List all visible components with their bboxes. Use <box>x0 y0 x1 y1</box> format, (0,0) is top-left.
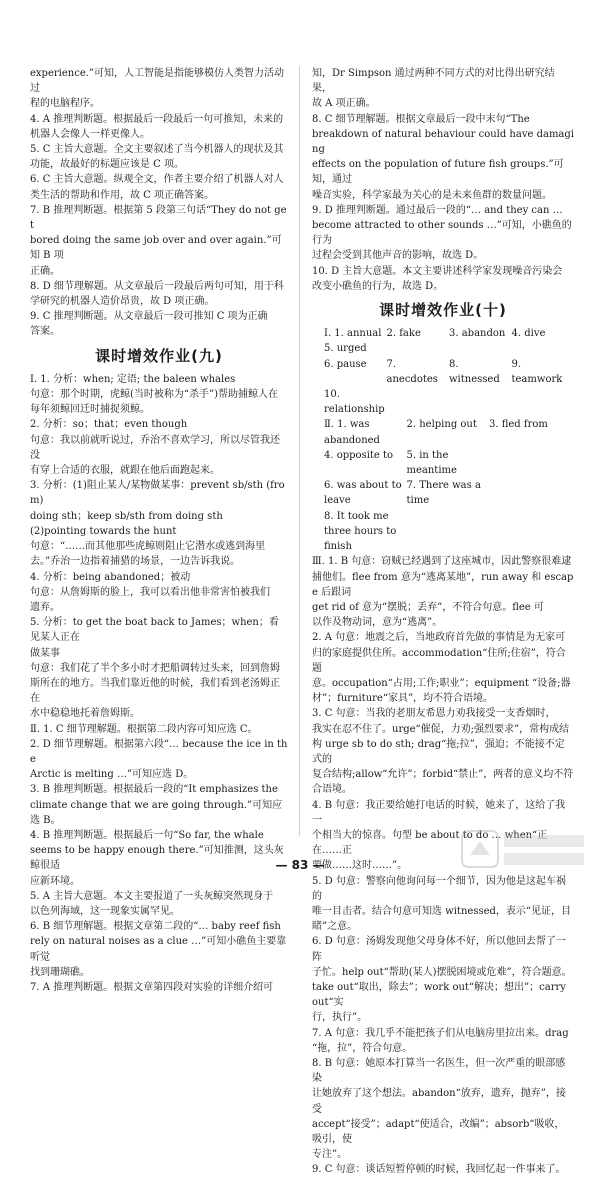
text-line: (2)pointing towards the hunt <box>30 525 177 537</box>
text-line: 句意：“……而其他那些虎鲸则阻止它潜水或逃到海里 <box>30 541 266 553</box>
section-heading-9: 课时增效作业(九) <box>95 346 223 365</box>
text-line: 2. D 细节理解题。根据第六段“… because the ice in the <box>30 738 288 765</box>
text-line: 要做……这时……”。 <box>312 860 408 872</box>
answer-row <box>312 478 574 508</box>
text-line: 个相当大的惊喜。句型 be about to do … when“正在……正 <box>312 829 548 857</box>
left-section-body <box>30 372 288 995</box>
answer-row <box>312 357 574 387</box>
text-line: Ⅰ. 1. 分析：when; 定语; the baleen whales <box>30 373 236 385</box>
text-line: 6. C 主旨大意题。纵观全文，作者主要介绍了机器人对人 <box>30 174 284 186</box>
text-line: 故 A 项正确。 <box>312 98 376 110</box>
text-line: 9. C 推理判断题。从文章最后一段可推知 C 项为正确 <box>30 311 268 323</box>
text-line: 3. C 句意：当我的老朋友希恩力劝我接受一支香烟时， <box>312 708 556 720</box>
text-line: rely on natural noises as a clue …”可知小礁鱼主要靠听觉 <box>30 936 287 963</box>
page-number: — 83 — <box>275 858 325 872</box>
text-line: 正确。 <box>30 265 60 277</box>
answer-item: 3. fled from <box>489 419 548 431</box>
text-line: breakdown of natural behaviour could have damaging <box>312 128 574 156</box>
text-line: 4. A 推理判断题。根据最后一段最后一句可推知，未来的 <box>30 113 284 125</box>
text-line: 5. 分析：to get the boat back to James；when；看见某人正在 <box>30 617 279 644</box>
text-line: 程的电脑程序。 <box>30 98 100 110</box>
text-line: 捕他们。flee from 意为“逃离某地”，run away 和 escape 后跟词 <box>312 571 574 598</box>
text-line: take out“取出，除去”；work out“解决；想出”；carry out“实 <box>312 981 566 1009</box>
text-line: 8. B 句意：她原本打算当一名医生，但一次严重的眼部感染 <box>312 1058 566 1085</box>
text-line: 改变小礁鱼的行为，故选 D。 <box>312 280 444 292</box>
text-line: 以作及物动词，意为“逃离”。 <box>312 617 443 629</box>
text-line: Ⅱ. 1. C 细节理解题。根据第二段内容可知应选 C。 <box>30 723 258 735</box>
text-line: 8. C 细节理解题。根据文章最后一段中末句“The <box>312 113 530 125</box>
text-line: 水中稳稳地托着詹姆斯。 <box>30 708 140 720</box>
text-line: 5. C 主旨大意题。全文主要叙述了当今机器人的现状及其 <box>30 144 284 156</box>
phrase-answers <box>312 417 574 554</box>
text-line: 3. B 推理判断题。根据最后一段的“It emphasizes the <box>30 784 278 796</box>
answer-item: 6. was about to leave <box>324 480 402 507</box>
text-line: 专注”。 <box>312 1149 348 1161</box>
text-line: 有穿上合适的衣服，就跟在他后面跑起来。 <box>30 465 220 477</box>
answer-item: 7. anecdotes <box>386 358 438 385</box>
text-line: 类生活的帮助和作用，故 C 项正确答案。 <box>30 189 215 201</box>
right-column <box>312 66 574 1178</box>
text-line: 我实在忍不住了。urge“催促，力劝;强烈要求”，常构成结 <box>312 723 570 735</box>
column-divider <box>299 66 300 836</box>
text-line: 合语境。 <box>312 784 352 796</box>
text-line: doing sth；keep sb/sth from doing sth <box>30 510 223 522</box>
answer-item: 10. relationship <box>324 389 385 416</box>
left-answers-continued <box>30 66 288 340</box>
text-line: 子忙。help out“帮助(某人)摆脱困境或危难”，符合题意。 <box>312 966 572 978</box>
text-line: 材”；furniture“家具”，均不符合语境。 <box>312 693 494 705</box>
text-line: 5. A 主旨大意题。本文主要报道了一头灰鲸突然现身于 <box>30 890 274 902</box>
text-line: become attracted to other sounds …”可知，小礁鱼的行为 <box>312 220 572 247</box>
text-line: 9. C 句意：谈话短暂停顿的时候，我回忆起一件事来了。 <box>312 1164 566 1176</box>
answer-item: 8. It took me three hours to finish <box>324 510 397 553</box>
vocabulary-answers <box>312 326 574 417</box>
text-line: 6. B 细节理解题。根据文章第二段的“… baby reef fish <box>30 921 281 933</box>
text-line: 2. A 句意：地震之后，当地政府首先做的事情是为无家可 <box>312 632 566 644</box>
text-line: effects on the population of future fish groups.”可知，通过 <box>312 159 564 186</box>
text-line: “拖，拉”，符合句意。 <box>312 1042 413 1054</box>
answer-item: 5. urged <box>324 343 367 355</box>
section-heading-10: 课时增效作业(十) <box>379 301 507 320</box>
answer-row <box>312 387 574 417</box>
text-line: 复合结构;allow“允许”；forbid“禁止”，两者的意义均不符 <box>312 769 574 781</box>
text-line: 机器人会像人一样更像人。 <box>30 128 150 140</box>
text-line: 5. D 句意：警察向他询问每一个细节，因为他是这起车祸的 <box>312 875 566 902</box>
text-line: 每年须鲸回迁时捕捉须鲸。 <box>30 404 150 416</box>
text-line: 4. B 推理判断题。根据最后一句“So far, the whale <box>30 829 264 841</box>
text-line: 做某事 <box>30 647 60 659</box>
text-line: 让她放弃了这个想法。abandon“放弃，遗弃，抛弃”，接受 <box>312 1088 566 1115</box>
text-line: 7. B 推理判断题。根据第 5 段第三句话“They do not get <box>30 204 287 232</box>
answer-item: 8. witnessed <box>449 358 500 385</box>
text-line: 7. A 推理判断题。根据文章第四段对实验的详细介绍可 <box>30 981 274 993</box>
text-line: 斯所在的地方。当我们靠近他的时候，我们看到老汤姆正在 <box>30 677 280 705</box>
answer-row <box>312 417 574 447</box>
answer-item: 4. opposite to <box>324 449 394 461</box>
text-line: 找到珊瑚礁。 <box>30 966 90 978</box>
text-line: experience.”可知，人工智能是指能够模仿人类智力活动过 <box>30 68 285 95</box>
answer-item: 3. abandon <box>449 328 506 340</box>
right-answers-continued <box>312 66 574 294</box>
text-line: 功能，故最好的标题应该是 C 项。 <box>30 159 185 171</box>
text-line: 10. D 主旨大意题。本文主要讲述科学家发现噪音污染会 <box>312 265 563 277</box>
answer-item: 5. in the meantime <box>406 449 457 477</box>
text-line: 行，执行”。 <box>312 1012 368 1024</box>
answer-item: Ⅱ. 1. was abandoned <box>324 419 380 446</box>
text-line: 9. D 推理判断题。通过最后一段的“… and they can … <box>312 204 563 216</box>
text-line: 噪音实验，科学家最为关心的是未来鱼群的数量问题。 <box>312 189 552 201</box>
text-line: 答案。 <box>30 326 60 338</box>
text-line: seems to be happy enough there.”可知推测，这头灰鲸很适 <box>30 845 284 872</box>
text-line: 遗弃。 <box>30 601 60 613</box>
text-line: accept“接受”；adapt“使适合，改编”；absorb“吸收，吸引，使 <box>312 1118 565 1146</box>
text-line: 意。occupation“占用;工作;职业”；equipment “设备;器 <box>312 677 571 689</box>
answer-row <box>312 326 574 356</box>
answer-item: Ⅰ. 1. annual <box>324 328 382 340</box>
text-line: 句意：我们花了半个多小时才把船调转过头来，回到詹姆 <box>30 662 280 674</box>
text-line: 4. B 句意：我正要给她打电话的时候，她来了，这给了我一 <box>312 799 566 826</box>
text-line: 4. 分析：being abandoned；被动 <box>30 571 191 583</box>
answer-item: 9. teamwork <box>511 358 563 385</box>
text-line: climate change that we are going through.”可知应选 B。 <box>30 799 283 826</box>
text-line: get rid of 意为“摆脱；丢弃”，不符合句意。flee 可 <box>312 601 544 613</box>
left-column <box>30 66 288 995</box>
text-line: Ⅲ. 1. B 句意：窃贼已经遇到了这座城市，因此警察很难逮 <box>312 556 572 568</box>
answer-item: 2. fake <box>386 328 421 340</box>
text-line: 去。”乔治一边指着捕猎的场景，一边告诉我说。 <box>30 556 241 568</box>
text-line: Arctic is melting …”可知应选 D。 <box>30 769 194 781</box>
text-line: 句意：那个时期，虎鲸(当时被称为“杀手”)帮助捕鲸人在 <box>30 389 279 401</box>
text-line: 归的家庭提供住所。accommodation“住所;住宿”，符合题 <box>312 647 566 674</box>
text-line: 3. 分析：(1)阻止某人/某物做某事：prevent sb/sth (from) <box>30 480 285 507</box>
text-line: 8. D 细节理解题。从文章最后一段最后两句可知，用于科 <box>30 280 284 292</box>
text-line: 学研究的机器人造价昂贵，故 D 项正确。 <box>30 296 215 308</box>
answer-item: 6. pause <box>324 358 367 370</box>
text-line: 句意：我以前就听说过，乔治不喜欢学习，所以尽管我还没 <box>30 434 280 461</box>
answer-item: 2. helping out <box>406 419 477 431</box>
text-line: 唯一目击者。结合句意可知选 witnessed，表示“见证，目 <box>312 905 572 917</box>
text-line: 以色列海域，这一现象实属罕见。 <box>30 905 180 917</box>
text-line: 2. 分析：so；that；even though <box>30 419 188 431</box>
text-line: 过程会受到其他声音的影响，故选 D。 <box>312 250 484 262</box>
text-line: 睹”之意。 <box>312 921 358 933</box>
answer-row <box>312 448 574 478</box>
text-line: 应新环境。 <box>30 875 80 887</box>
answer-item: 7. There was a time <box>406 480 481 507</box>
text-line: 句意：从詹姆斯的脸上，我可以看出他非常害怕被我们 <box>30 586 270 598</box>
watermark-logo-icon <box>460 827 590 873</box>
text-line: 6. D 句意：汤姆发现他父母身体不好，所以他回去帮了一阵 <box>312 936 566 963</box>
answer-item: 4. dive <box>511 328 546 340</box>
text-line: 7. A 句意：我几乎不能把孩子们从电脑房里拉出来。drag <box>312 1027 569 1039</box>
text-line: bored doing the same job over and over again.”可知 B 项 <box>30 235 282 262</box>
text-line: 构 urge sb to do sth; drag“拖;拉”，强迫；不能接不定式的 <box>312 738 565 765</box>
answer-row <box>312 509 574 555</box>
text-line: 知，Dr Simpson 通过两种不同方式的对比得出研究结果， <box>312 68 555 95</box>
